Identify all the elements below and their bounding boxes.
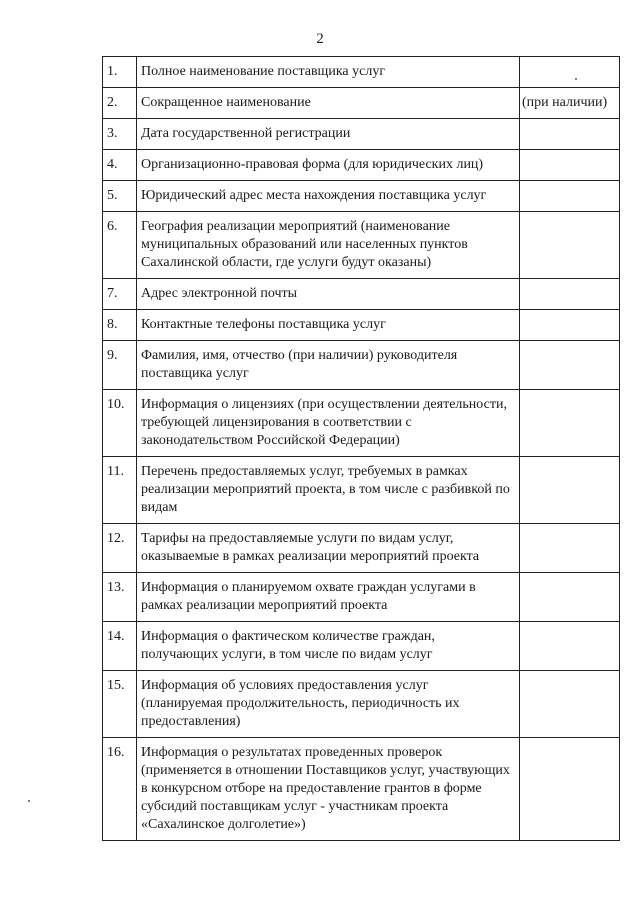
row-value [520, 57, 620, 88]
row-value [520, 310, 620, 341]
row-number: 16. [103, 738, 137, 841]
row-value [520, 279, 620, 310]
row-number: 8. [103, 310, 137, 341]
row-value [520, 524, 620, 573]
row-number: 1. [103, 57, 137, 88]
row-label: Информация о планируемом охвате граждан услугами в рамках реализации мероприятий проекта [137, 573, 520, 622]
row-label: Адрес электронной почты [137, 279, 520, 310]
row-value [520, 573, 620, 622]
table-row [103, 119, 620, 150]
table-row [103, 181, 620, 212]
row-number: 5. [103, 181, 137, 212]
row-number: 9. [103, 341, 137, 390]
row-value [520, 738, 620, 841]
row-number: 11. [103, 457, 137, 524]
table-row [103, 212, 620, 279]
row-label: Дата государственной регистрации [137, 119, 520, 150]
table-row [103, 57, 620, 88]
row-label: Фамилия, имя, отчество (при наличии) руководителя поставщика услуг [137, 341, 520, 390]
row-label: Информация о лицензиях (при осуществлении деятельности, требующей лицензирования в соответствии с законодательством Российской Федерации) [137, 390, 520, 457]
row-label: География реализации мероприятий (наименование муниципальных образований или населенных пунктов Сахалинской области, где услуги будут оказаны) [137, 212, 520, 279]
table-row [103, 671, 620, 738]
table-row [103, 457, 620, 524]
table-row [103, 279, 620, 310]
row-number: 15. [103, 671, 137, 738]
row-value [520, 671, 620, 738]
row-value [520, 457, 620, 524]
row-value: (при наличии) [520, 88, 620, 119]
row-label: Информация об условиях предоставления услуг (планируемая продолжительность, периодичность их предоставления) [137, 671, 520, 738]
row-value [520, 181, 620, 212]
row-number: 4. [103, 150, 137, 181]
table-row [103, 524, 620, 573]
scan-speck [28, 800, 30, 802]
row-label: Сокращенное наименование [137, 88, 520, 119]
supplier-info-table [102, 56, 620, 841]
row-number: 14. [103, 622, 137, 671]
row-label: Полное наименование поставщика услуг [137, 57, 520, 88]
row-label: Информация о результатах проведенных проверок (применяется в отношении Поставщиков услуг, участвующих в конкурсном отборе на предоставление грантов в форме субсидий поставщикам услуг - участникам проекта «Сахалинское долголетие») [137, 738, 520, 841]
row-number: 13. [103, 573, 137, 622]
row-number: 10. [103, 390, 137, 457]
row-number: 7. [103, 279, 137, 310]
table-row [103, 341, 620, 390]
scan-speck [575, 78, 577, 80]
row-value [520, 390, 620, 457]
table-row [103, 622, 620, 671]
row-number: 2. [103, 88, 137, 119]
row-number: 12. [103, 524, 137, 573]
row-number: 3. [103, 119, 137, 150]
row-value [520, 341, 620, 390]
table-row [103, 88, 620, 119]
row-value [520, 622, 620, 671]
row-label: Организационно-правовая форма (для юридических лиц) [137, 150, 520, 181]
table-row [103, 390, 620, 457]
table-row [103, 150, 620, 181]
row-value [520, 150, 620, 181]
row-value [520, 212, 620, 279]
table-row [103, 738, 620, 841]
table-row [103, 310, 620, 341]
row-label: Контактные телефоны поставщика услуг [137, 310, 520, 341]
row-value [520, 119, 620, 150]
table-row [103, 573, 620, 622]
row-label: Юридический адрес места нахождения поставщика услуг [137, 181, 520, 212]
row-label: Информация о фактическом количестве граждан, получающих услуги, в том числе по видам услуг [137, 622, 520, 671]
row-label: Перечень предоставляемых услуг, требуемых в рамках реализации мероприятий проекта, в том числе с разбивкой по видам [137, 457, 520, 524]
row-label: Тарифы на предоставляемые услуги по видам услуг, оказываемые в рамках реализации мероприятий проекта [137, 524, 520, 573]
row-number: 6. [103, 212, 137, 279]
page-number: 2 [316, 31, 324, 47]
